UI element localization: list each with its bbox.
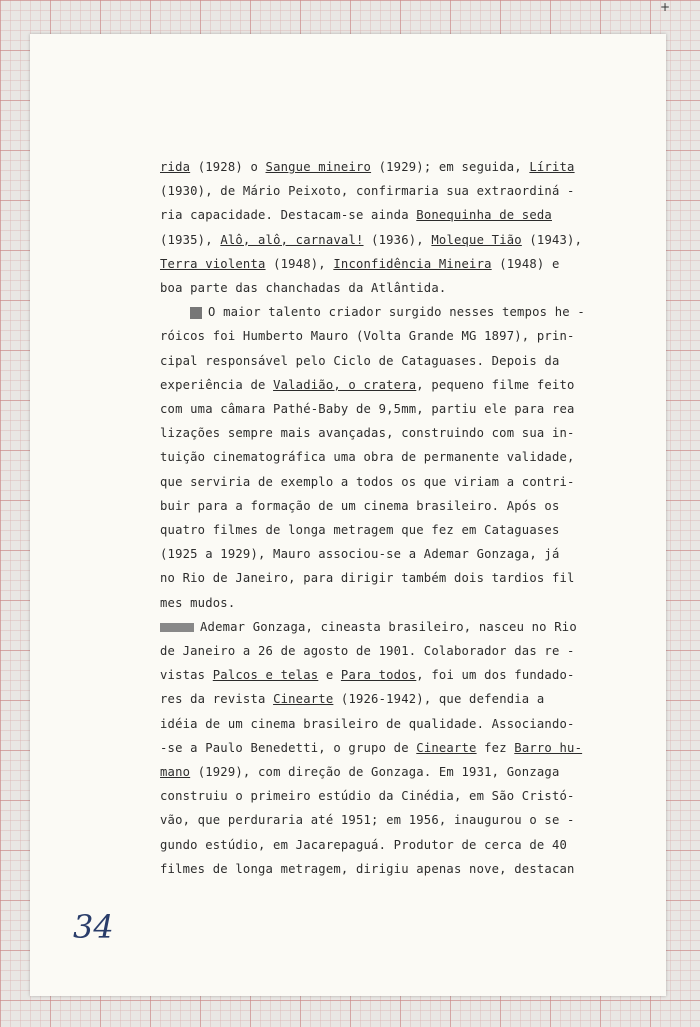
underlined-title: Moleque Tião: [431, 232, 522, 247]
text-line: [160, 349, 640, 373]
text-segment: gundo estúdio, em Jacarepaguá. Produtor de cerca de 40: [160, 837, 568, 852]
text-segment: de Janeiro a 26 de agosto de 1901. Colaborador das re -: [160, 644, 575, 659]
text-segment: (1935),: [160, 232, 221, 247]
text-segment: ria capacidade. Destacam-se ainda: [160, 208, 417, 223]
body-text: [160, 155, 640, 881]
page-number: 34: [73, 908, 114, 946]
underlined-title: mano: [160, 765, 191, 780]
text-line: [160, 252, 640, 276]
text-segment: cipal responsável pelo Ciclo de Cataguases. Depois da: [160, 353, 560, 368]
text-segment: (1929), com direção de Gonzaga. Em 1931, Gonzaga: [190, 765, 560, 780]
text-line: [160, 663, 640, 687]
text-line: [160, 470, 640, 494]
text-segment: (1929); em seguida,: [371, 160, 530, 174]
text-line: [160, 736, 640, 760]
underlined-title: Terra violenta: [160, 256, 266, 271]
text-segment: lizações sempre mais avançadas, construindo com sua in-: [160, 426, 575, 441]
text-segment: fez: [476, 740, 515, 755]
text-segment: róicos foi Humberto Mauro (Volta Grande MG 1897), prin-: [160, 329, 575, 344]
text-segment: com uma câmara Pathé-Baby de 9,5mm, partiu ele para rea: [160, 402, 575, 417]
text-segment: (1948),: [265, 256, 334, 271]
text-line: [160, 566, 640, 590]
underlined-title: Inconfidência Mineira: [333, 256, 492, 271]
text-line: [160, 179, 640, 203]
underlined-title: Barro hu-: [514, 740, 583, 755]
underlined-title: Para todos: [340, 668, 417, 683]
text-line: [160, 397, 640, 421]
text-line: [160, 518, 640, 542]
text-segment: boa parte das chanchadas da Atlântida.: [160, 281, 447, 296]
text-segment: quatro filmes de longa metragem que fez em Cataguases: [160, 523, 560, 538]
underlined-title: Bonequinha de seda: [416, 208, 552, 223]
paragraph-marker: [160, 623, 194, 632]
text-segment: (1936),: [363, 232, 432, 247]
text-line: [160, 542, 640, 566]
underlined-title: Cinearte: [416, 740, 477, 755]
text-segment: filmes de longa metragem, dirigiu apenas nove, destacan: [160, 861, 575, 876]
text-line: [160, 833, 640, 857]
text-line: [160, 494, 640, 518]
underlined-title: Lírita: [529, 160, 575, 174]
underlined-title: rida: [160, 160, 191, 174]
text-line: [160, 421, 640, 445]
text-segment: (1928) o: [190, 160, 266, 174]
underlined-title: Cinearte: [273, 692, 334, 707]
text-segment: O maior talento criador surgido nesses tempos he -: [208, 305, 585, 320]
text-line: [160, 324, 640, 348]
text-line: [160, 639, 640, 663]
underlined-title: Valadião, o cratera: [273, 377, 417, 392]
text-line: [160, 615, 640, 639]
underlined-title: Alô, alô, carnaval!: [220, 232, 364, 247]
text-segment: tuição cinematográfica uma obra de permanente validade,: [160, 450, 575, 465]
text-line: [160, 373, 640, 397]
text-line: [160, 808, 640, 832]
text-line: [160, 687, 640, 711]
text-segment: construiu o primeiro estúdio da Cinédia, em São Cristó-: [160, 789, 575, 804]
text-line: [160, 784, 640, 808]
text-line: [160, 445, 640, 469]
text-line: [160, 591, 640, 615]
text-segment: , foi um dos fundado-: [416, 668, 575, 683]
text-segment: mes mudos.: [160, 595, 236, 610]
text-line: [160, 760, 640, 784]
text-segment: -se a Paulo Benedetti, o grupo de: [160, 740, 417, 755]
text-line: [160, 300, 640, 324]
text-line: [160, 155, 640, 179]
text-segment: (1930), de Mário Peixoto, confirmaria sua extraordiná -: [160, 184, 575, 199]
text-segment: no Rio de Janeiro, para dirigir também dois tardios fil: [160, 571, 575, 586]
text-segment: que serviria de exemplo a todos os que viriam a contri-: [160, 474, 575, 489]
text-line: [160, 228, 640, 252]
text-segment: experiência de: [160, 377, 274, 392]
paragraph-marker: [190, 307, 202, 319]
text-segment: (1948) e: [491, 256, 560, 271]
text-segment: Ademar Gonzaga, cineasta brasileiro, nasceu no Rio: [200, 619, 577, 634]
text-line: [160, 203, 640, 227]
text-line: [160, 276, 640, 300]
text-segment: (1925 a 1929), Mauro associou-se a Ademar Gonzaga, já: [160, 547, 560, 562]
text-segment: vistas: [160, 668, 213, 683]
text-segment: vão, que perduraria até 1951; em 1956, inaugurou o se -: [160, 813, 575, 828]
underlined-title: Sangue mineiro: [265, 160, 372, 174]
text-line: [160, 857, 640, 881]
underlined-title: Palcos e telas: [212, 668, 319, 683]
corner-mark: +: [660, 0, 671, 14]
text-line: [160, 712, 640, 736]
text-segment: e: [318, 668, 341, 683]
text-segment: res da revista: [160, 692, 274, 707]
text-segment: idéia de um cinema brasileiro de qualidade. Associando-: [160, 716, 575, 731]
text-segment: buir para a formação de um cinema brasileiro. Após os: [160, 498, 560, 513]
text-segment: (1943),: [521, 232, 583, 247]
text-segment: (1926-1942), que defendia a: [333, 692, 545, 707]
text-segment: , pequeno filme feito: [416, 377, 575, 392]
